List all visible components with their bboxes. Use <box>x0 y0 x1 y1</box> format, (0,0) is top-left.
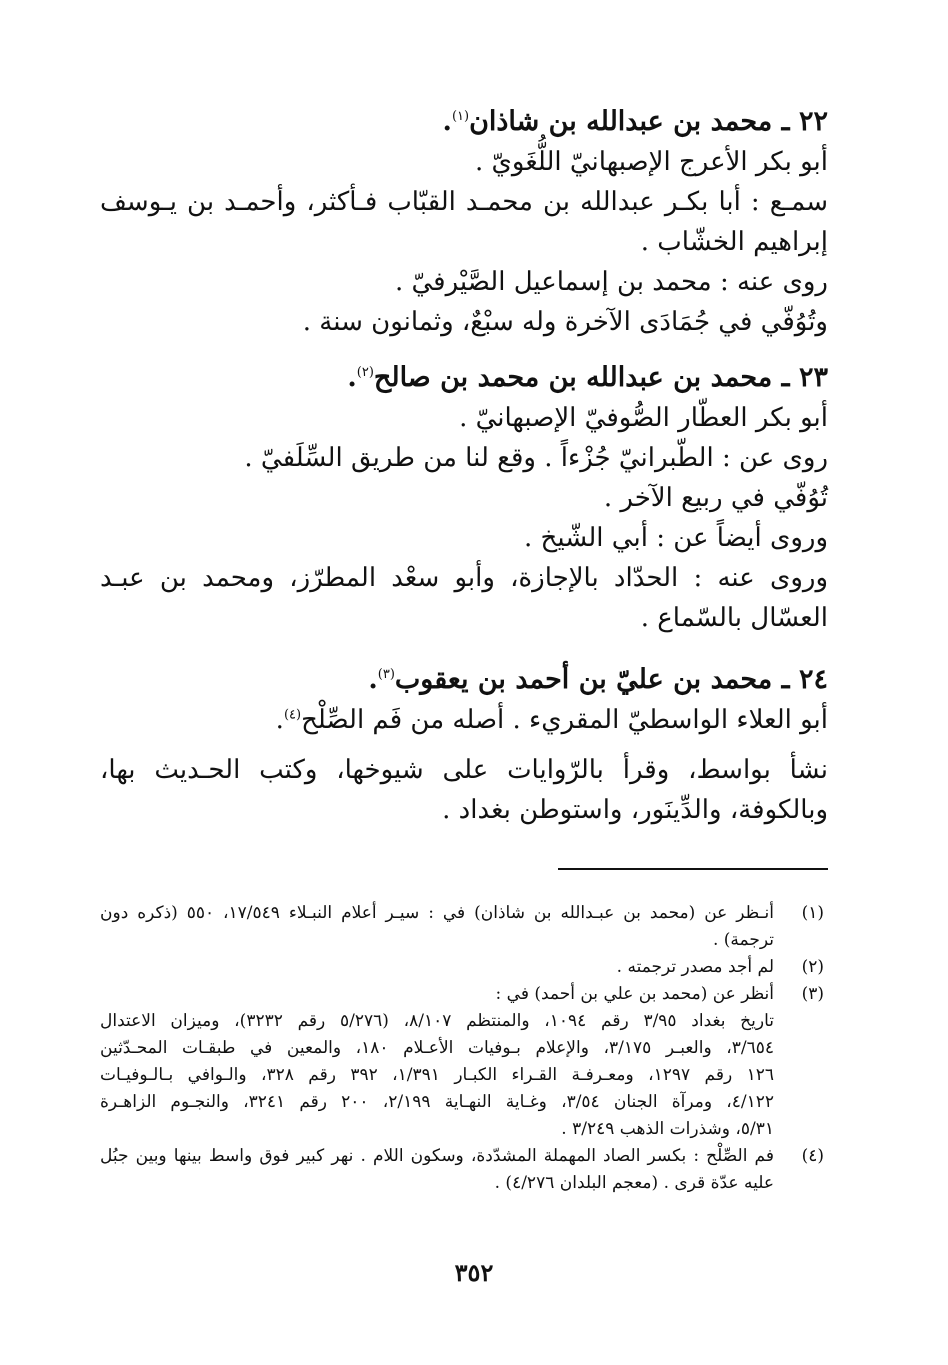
entry-line: روى عنه : محمد بن إسماعيل الصَّيْرفيّ . <box>394 267 828 297</box>
footnotes <box>100 900 828 1197</box>
entry-number: ٢٣ <box>798 362 828 393</box>
footnote-line: عليه عدّة قرى . (معجم البلدان ٤/٢٧٦) . <box>494 1173 774 1193</box>
entry-heading: ٢٤ ـ محمد بن عليّ بن أحمد بن يعقوب$^{(٣)}$. <box>368 664 828 695</box>
footnote-3 <box>100 981 828 1143</box>
entry-line: أبو بكر العطّار الصُّوفيّ الإصبهانيّ . <box>459 403 828 433</box>
entry-line: وروى عنه : الحدّاد بالإجازة، وأبو سعْد المطرّز، ومحمد بن عبـد <box>100 563 828 593</box>
footnote-marker[interactable]: (٤) <box>283 707 302 723</box>
entry-line: روى عن : الطّبرانيّ جُزْءاً . وقع لنا من طريق السِّلَفيّ . <box>244 443 828 473</box>
entry-number: ٢٤ <box>798 664 828 695</box>
footnote-2 <box>100 954 828 981</box>
footnote-line: ٥/٣١، وشذرات الذهب ٣/٢٤٩ . <box>561 1119 774 1139</box>
entry-line: إبراهيم الخشّاب . <box>640 227 828 257</box>
entry-heading: ٢٣ ـ محمد بن عبدالله بن محمد بن صالح$^{(٢)}$. <box>347 362 828 393</box>
entry-line: العسّال بالسّماع . <box>640 603 828 633</box>
entry-name: محمد بن عليّ بن أحمد بن يعقوب <box>394 664 773 695</box>
entry-name: محمد بن عبدالله بن محمد بن صالح <box>373 362 773 393</box>
entry-line: وروى أيضاً عن : أبي الشّيخ . <box>524 523 828 553</box>
footnote-line: أنظر عن (محمد بن علي بن أحمد) في : <box>495 984 774 1004</box>
footnote-1 <box>100 900 828 954</box>
entry-23 <box>100 358 828 638</box>
footnote-separator <box>558 868 828 870</box>
footnote-marker[interactable]: (٣) <box>377 667 395 682</box>
entry-heading: ٢٢ ـ محمد بن عبدالله بن شاذان$^{(١)}$. <box>442 106 828 137</box>
footnote-number: (٢) <box>801 957 824 977</box>
footnote-number: (٣) <box>801 984 824 1004</box>
footnote-marker[interactable]: (٢) <box>356 365 374 380</box>
footnote-line: تاريخ بغداد ٣/٩٥ رقم ١٠٩٤، والمنتظم ٨/١٠٧، (٥/٢٧٦ رقم ٣٢٣٢)، وميزان الاعتدال <box>100 1011 774 1031</box>
entry-line: سمـع : أبا بكـر عبدالله بن محمـد القبّاب فـأكثر، وأحمـد بن يـوسف <box>100 187 828 217</box>
entry-22 <box>100 102 828 342</box>
footnote-line: فم الصِّلْح : بكسر الصاد المهملة المشدّدة، وسكون اللام . نهر كبير فوق واسط بينها وبين جبُل <box>100 1146 774 1166</box>
page-number: ٣٥٢ <box>454 1258 494 1287</box>
entry-line-text: أبو العلاء الواسطيّ المقريء . أصله من فَم الصِّلْح <box>301 705 828 735</box>
entry-line: أبو بكر الأعرج الإصبهانيّ اللُّغَويّ . <box>475 147 828 177</box>
footnote-line: أنـظر عن (محمد بن عبـدالله بن شاذان) في : سيـر أعلام النبـلاء ١٧/٥٤٩، ٥٥٠ (ذكره دون <box>100 903 775 923</box>
entry-name: محمد بن عبدالله بن شاذان <box>469 106 773 137</box>
entry-line: وبالكوفة، والدِّينَور، واستوطن بغداد . <box>442 795 828 825</box>
footnote-marker[interactable]: (١) <box>451 109 470 124</box>
entry-line: نشأ بواسط، وقرأ بالرّوايات على شيوخها، وكتب الحـديث بها، <box>100 755 828 785</box>
footnote-number: (٤) <box>801 1146 824 1166</box>
entry-line: وتُوُفّي في جُمَادَى الآخرة وله سبْعٌ، وثمانون سنة . <box>302 307 828 337</box>
entry-24 <box>100 660 828 830</box>
footnote-line: ترجمة) . <box>712 930 774 950</box>
footnote-line: ١٢٦ رقم ١٢٩٧، ومعـرفـة القـراء الكبـار ١/٣٩١، ٣٩٢ رقم ٣٢٨، والـوافي بـالـوفيـات <box>100 1065 774 1085</box>
footnote-number: (١) <box>801 903 824 923</box>
footnote-line: ٤/١٢٢، ومرآة الجنان ٣/٥٤، وغـاية النهـاية ٢/١٩٩، ٢٠٠ رقم ٣٢٤١، والنجـوم الزاهـرة <box>100 1092 774 1112</box>
footnote-line: ٣/٦٥٤، والعبـر ٣/١٧٥، والإعلام بـوفيات الأعـلام ١٨٠، والمعين في طبقـات المحـدّثين <box>100 1038 774 1058</box>
entry-line: تُوُفّي في ربيع الآخر . <box>603 483 828 513</box>
entry-line: أبو العلاء الواسطيّ المقريء . أصله من فَم الصِّلْح$^{(٤)}$. <box>275 705 828 735</box>
footnote-line: لم أجد مصدر ترجمته . <box>616 957 774 977</box>
footnote-4 <box>100 1143 828 1197</box>
entry-number: ٢٢ <box>798 106 828 137</box>
